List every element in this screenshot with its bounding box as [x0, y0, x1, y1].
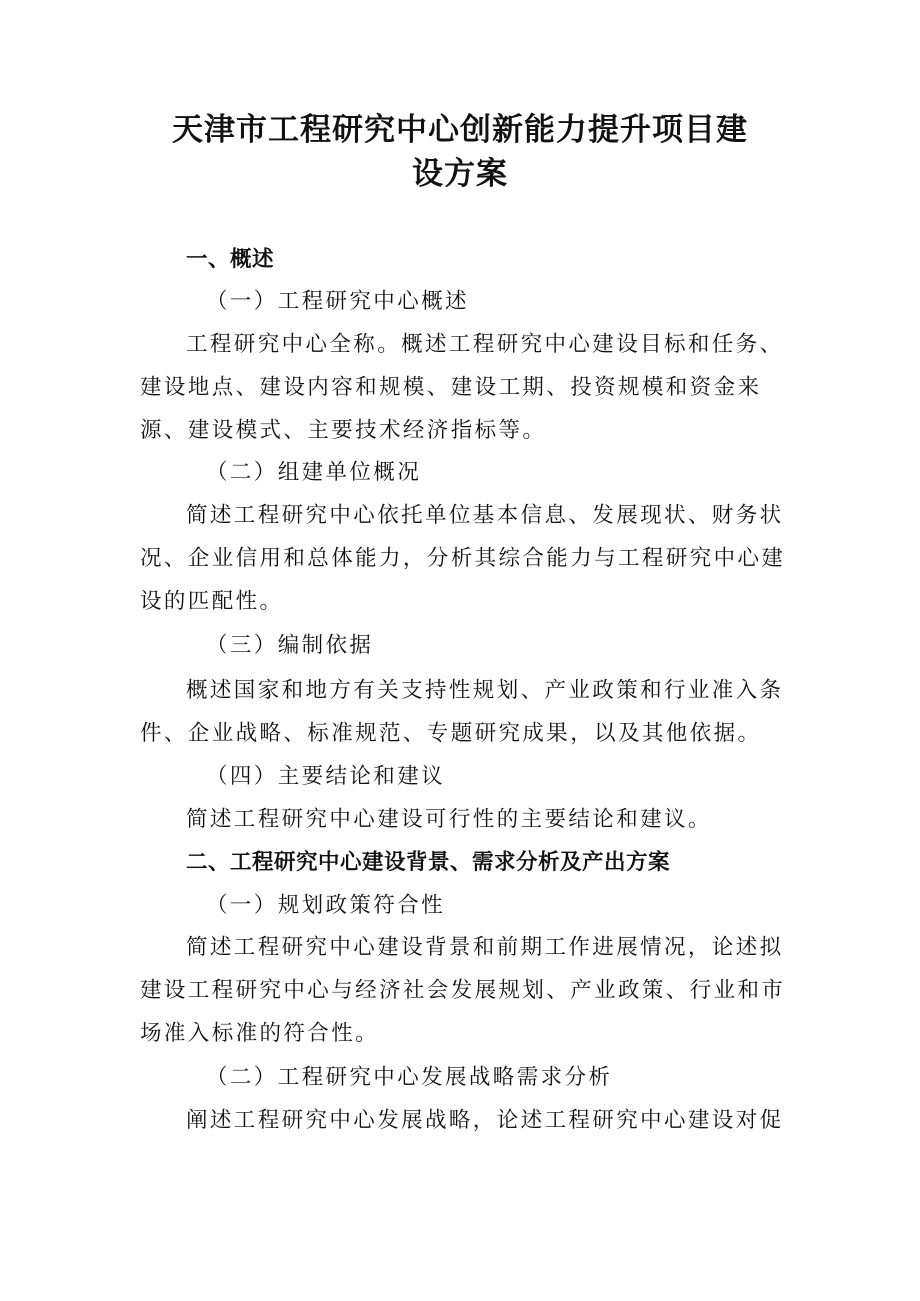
paragraph-line: 源、建设模式、主要技术经济指标等。 — [140, 418, 547, 443]
subsection-heading: （三）编制依据 — [206, 633, 374, 658]
subsection-heading: （二）工程研究中心发展战略需求分析 — [206, 1065, 613, 1090]
paragraph-line: 建设地点、建设内容和规模、建设工期、投资规模和资金来 — [140, 375, 762, 400]
paragraph-line: 设的匹配性。 — [140, 589, 284, 614]
paragraph-line: 况、企业信用和总体能力，分析其综合能力与工程研究中心建 — [140, 546, 786, 571]
paragraph-line: 阐述工程研究中心发展战略，论述工程研究中心建设对促 — [186, 1108, 784, 1133]
paragraph-line: 件、企业战略、标准规范、专题研究成果，以及其他依据。 — [140, 721, 762, 746]
subsection-heading: （二）组建单位概况 — [206, 460, 422, 485]
paragraph-line: 简述工程研究中心依托单位基本信息、发展现状、财务状 — [186, 503, 784, 528]
subsection-heading: （一）规划政策符合性 — [206, 893, 446, 918]
paragraph-line: 简述工程研究中心建设可行性的主要结论和建议。 — [186, 807, 712, 832]
paragraph-line: 概述国家和地方有关支持性规划、产业政策和行业准入条 — [186, 678, 784, 703]
paragraph-line: 简述工程研究中心建设背景和前期工作进展情况，论述拟 — [186, 935, 784, 960]
paragraph-line: 建设工程研究中心与经济社会发展规划、产业政策、行业和市 — [140, 978, 786, 1003]
section-heading-background: 二、工程研究中心建设背景、需求分析及产出方案 — [186, 850, 671, 875]
section-heading-overview: 一、概述 — [186, 247, 275, 272]
paragraph-line: 工程研究中心全称。概述工程研究中心建设目标和任务、 — [186, 332, 784, 357]
paragraph-line: 场准入标准的符合性。 — [140, 1021, 380, 1046]
subsection-heading: （四）主要结论和建议 — [206, 764, 446, 789]
document-title-line-1: 天津市工程研究中心创新能力提升项目建 — [172, 112, 748, 148]
subsection-heading: （一）工程研究中心概述 — [206, 289, 469, 314]
document-title-line-2: 设方案 — [412, 156, 508, 192]
